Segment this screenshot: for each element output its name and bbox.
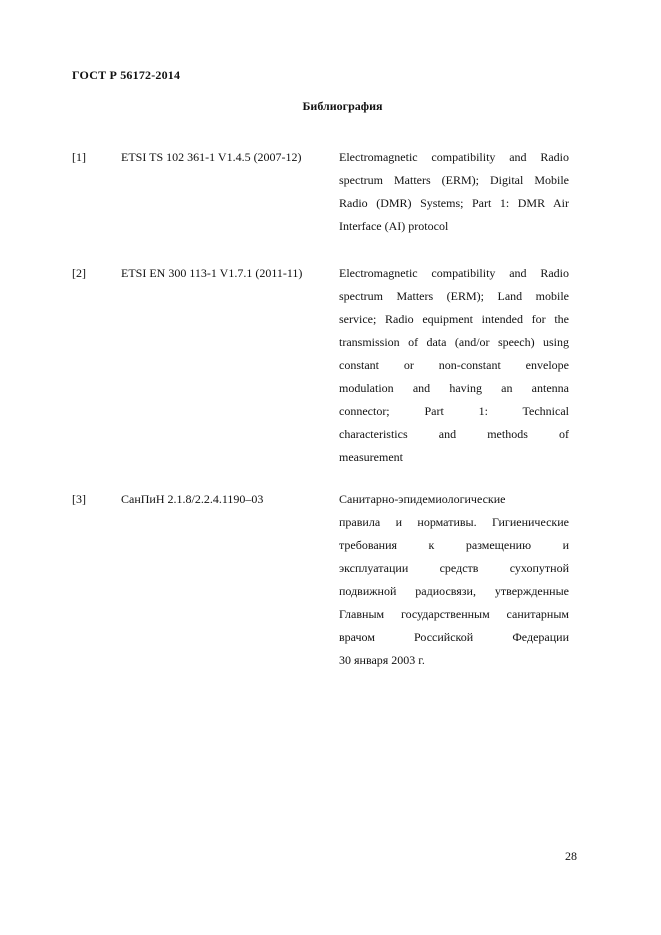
document-header: ГОСТ Р 56172-2014 [72,68,181,82]
entry-description [339,262,569,469]
description-line: эксплуатации средств сухопутной [339,561,569,575]
entry-code: ETSI TS 102 361-1 V1.4.5 (2007-12) [121,150,302,164]
description-line: constant or non-constant envelope [339,358,569,372]
description-line: Electromagnetic compatibility and Radio [339,266,569,280]
description-line: spectrum Matters (ERM); Digital Mobile [339,173,569,187]
description-line: measurement [339,450,403,464]
description-line: Radio (DMR) Systems; Part 1: DMR Air [339,196,569,210]
entry-code: ETSI EN 300 113-1 V1.7.1 (2011-11) [121,266,303,280]
entry-number: [2] [72,266,86,280]
description-line: 30 января 2003 г. [339,653,425,667]
entry-number: [3] [72,492,86,506]
description-line: правила и нормативы. Гигиенические [339,515,569,529]
entry-number: [1] [72,150,86,164]
description-line: врачом Российской Федерации [339,630,569,644]
entry-description [339,488,569,672]
description-line: Interface (AI) protocol [339,219,449,233]
description-line: Electromagnetic compatibility and Radio [339,150,569,164]
description-line: Главным государственным санитарным [339,607,569,621]
page-number: 28 [565,849,577,863]
description-line: transmission of data (and/or speech) using [339,335,569,349]
description-line: spectrum Matters (ERM); Land mobile [339,289,569,303]
description-line: connector; Part 1: Technical [339,404,569,418]
description-line: подвижной радиосвязи, утвержденные [339,584,569,598]
description-line: Санитарно-эпидемиологические [339,492,506,506]
entry-description [339,146,569,238]
entry-code: СанПиН 2.1.8/2.2.4.1190–03 [121,492,264,506]
bibliography-title: Библиография [302,99,383,113]
description-line: characteristics and methods of [339,427,569,441]
description-line: modulation and having an antenna [339,381,569,395]
description-line: service; Radio equipment intended for the [339,312,569,326]
description-line: требования к размещению и [339,538,569,552]
